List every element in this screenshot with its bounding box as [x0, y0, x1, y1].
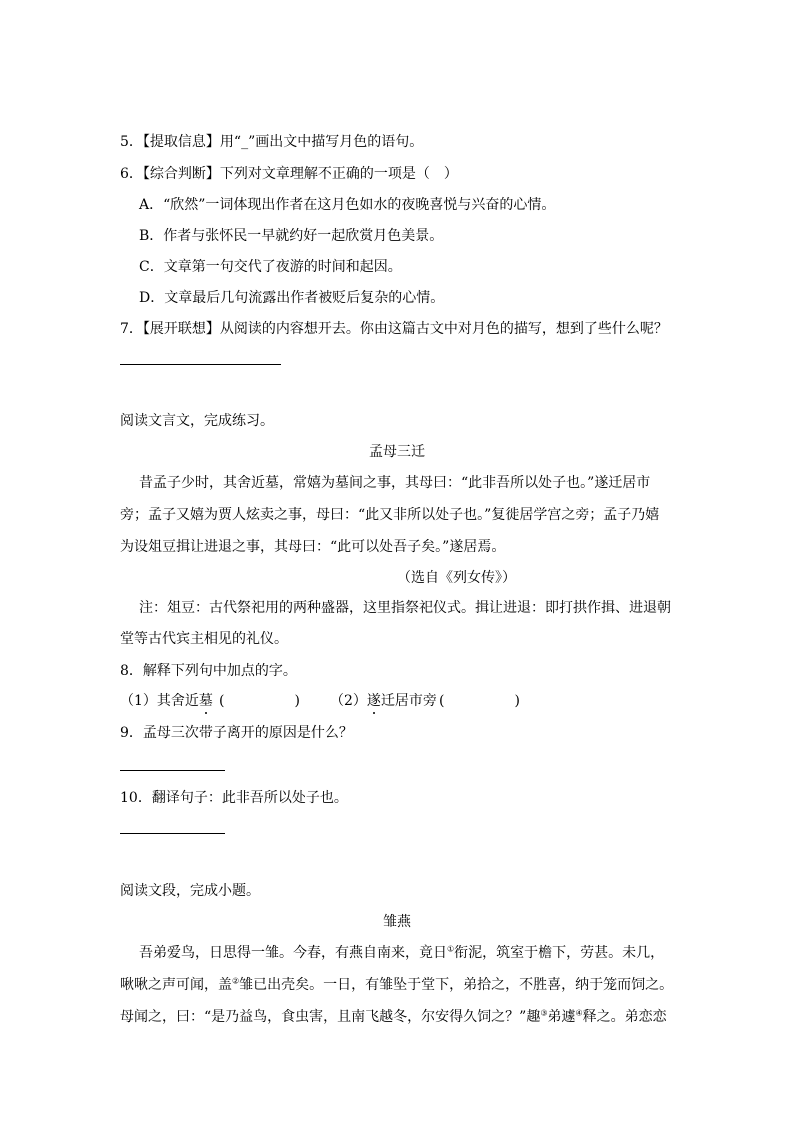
question-8-item-1-text: （1）其舍近	[120, 693, 199, 709]
section2-title: 孟母三迁	[369, 444, 425, 460]
answer-line-10	[120, 833, 225, 834]
section2-note-line-1: 注：俎豆：古代祭祀用的两种盛器，这里指祭祀仪式。揖让进退：即打拱作揖、进退朝	[139, 600, 671, 616]
footnote-mark-1: ①	[447, 944, 455, 954]
question-10: 10．翻译句子：此非吾所以处子也。	[120, 790, 348, 806]
section2-source: （选自《列女传》）	[397, 570, 516, 586]
section2-para-line-2: 旁；孟子又嬉为贾人炫卖之事，母曰：“此又非所以处子也。”复徙居学宫之旁；孟子乃嬉	[120, 507, 660, 523]
question-8-item-2-text: （2）	[330, 693, 367, 709]
section3-intro: 阅读文段，完成小题。	[120, 883, 260, 899]
question-8-item-1	[120, 692, 213, 710]
section3-line-3	[120, 1008, 667, 1026]
section2-para-line-3: 为设俎豆揖让进退之事，其母曰：“此可以处吾子矣。”遂居焉。	[120, 539, 506, 555]
question-8-item-1-blank: ( )	[219, 693, 300, 709]
question-5: 5．【提取信息】用“_”画出文中描写月色的语句。	[120, 134, 424, 150]
answer-line-9	[120, 770, 225, 771]
section3-line-2	[120, 976, 673, 994]
question-8: 8．解释下列句中加点的字。	[120, 663, 297, 679]
footnote-mark-4: ④	[575, 1008, 583, 1018]
section3-line-2-b: 雏已出壳矣。一日，有雏坠于堂下，弟拾之，不胜喜，纳于笼而饲之。	[239, 977, 674, 993]
answer-line-7	[120, 364, 281, 365]
dotted-char-sui: 遂	[366, 693, 381, 709]
section3-line-1	[139, 944, 664, 962]
section3-line-3-c: 释之。弟恋恋	[582, 1009, 667, 1025]
question-8-item-2-blank: ( )	[439, 693, 520, 709]
section3-line-1-a: 吾弟爱鸟，日思得一雏。今春，有燕自南来，竟日	[139, 945, 447, 961]
question-6-option-a: A．“欣然”一词体现出作者在这月色如水的夜晚喜悦与兴奋的心情。	[139, 197, 556, 213]
section2-note-line-2: 堂等古代宾主相见的礼仪。	[120, 631, 288, 647]
section2-para-line-1: 昔孟子少时，其舍近墓，常嬉为墓间之事，其母曰：“此非吾所以处子也。”遂迁居市	[139, 475, 651, 491]
question-9: 9．孟母三次带子离开的原因是什么？	[120, 725, 353, 741]
question-7: 7．【展开联想】从阅读的内容想开去。你由这篇古文中对月色的描写，想到了些什么呢？	[120, 321, 668, 337]
section3-line-3-a: 母闻之，曰：“是乃益鸟，食虫害，且南飞越冬，尔安得久饲之？”趣	[120, 1009, 541, 1025]
question-6-option-b: B．作者与张怀民一早就约好一起欣赏月色美景。	[139, 228, 444, 244]
section3-line-1-b: 衔泥，筑室于檐下，劳甚。未几，	[454, 945, 665, 961]
footnote-mark-2: ②	[232, 976, 240, 986]
question-6-option-c: C．文章第一句交代了夜游的时间和起因。	[139, 259, 402, 275]
question-8-item-2-rest: 迁居市旁	[380, 693, 437, 709]
footnote-mark-3: ③	[540, 1008, 548, 1018]
section3-line-2-a: 啾啾之声可闻，盖	[120, 977, 232, 993]
section2-intro: 阅读文言文，完成练习。	[120, 413, 274, 429]
section3-line-3-b: 弟遽	[547, 1009, 576, 1025]
dotted-char-mu: 墓	[198, 693, 213, 709]
question-6-option-d: D．文章最后几句流露出作者被贬后复杂的心情。	[139, 290, 445, 306]
question-6: 6．【综合判断】下列对文章理解不正确的一项是（ ）	[120, 166, 458, 182]
question-8-item-2	[330, 692, 437, 710]
section3-title: 雏燕	[383, 914, 411, 930]
